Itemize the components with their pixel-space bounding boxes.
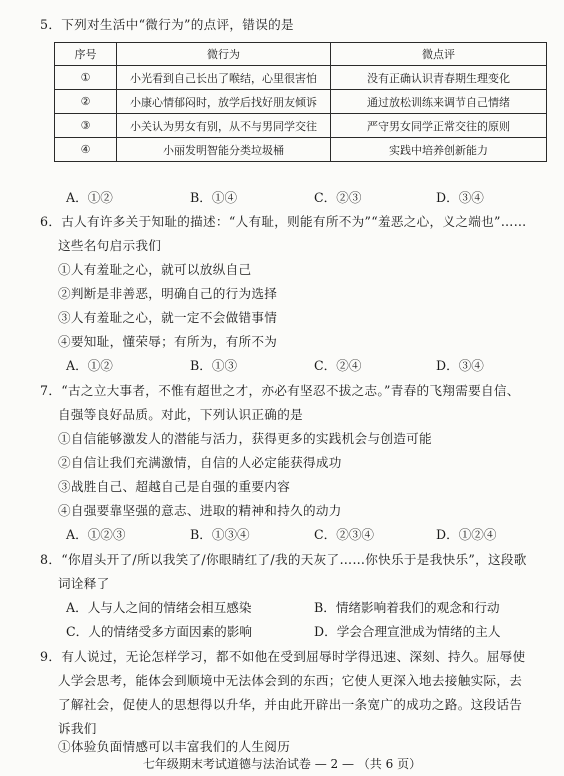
q6-stem-line: 这些名句启示我们 (58, 238, 162, 253)
q7-item: ①自信能够激发人的潜能与活力，获得更多的实践机会与创造可能 (58, 431, 432, 446)
q5-stem: 5．下列对生活中“微行为”的点评，错误的是 (40, 17, 294, 32)
q7-option-b: B．①③④ (190, 527, 250, 542)
q7-item: ④自强要靠坚强的意志、进取的精神和持久的动力 (58, 503, 342, 518)
q5-table (54, 42, 547, 162)
table-row (55, 114, 547, 138)
table-cell: 没有正确认识青春期生理变化 (331, 66, 547, 90)
q6-option-d: D．③④ (436, 358, 484, 373)
table-header-cell: 序号 (55, 43, 117, 66)
table-cell: 小丽发明智能分类垃圾桶 (117, 138, 331, 162)
q5-option-b: B．①④ (190, 190, 238, 205)
q7-option-d: D．①②④ (436, 527, 497, 542)
q6-option-a: A．①② (66, 358, 113, 373)
q5-option-c: C．②③ (314, 190, 362, 205)
q9-stem-line: 人学会思考，能体会到顺境中无法体会到的东西；它使人更深入地去接触实际，去 (58, 673, 523, 688)
q7-stem-line: 7．“古之立大事者，不惟有超世之才，亦必有坚忍不拔之志。”青春的飞翔需要自信、 (40, 383, 520, 398)
table-header-row (55, 43, 547, 66)
table-cell: 小康心情郁闷时，放学后找好朋友倾诉 (117, 90, 331, 114)
q9-stem-line: 9．有人说过，无论怎样学习，都不如他在受到屈辱时学得迅速、深刻、持久。屈辱使 (40, 649, 526, 664)
table-header-cell: 微行为 (117, 43, 331, 66)
table-cell: ② (55, 90, 117, 114)
q9-item: ①体验负面情感可以丰富我们的人生阅历 (58, 739, 291, 754)
q7-item: ③战胜自己、超越自己是自强的重要内容 (58, 479, 291, 494)
table-cell: ① (55, 66, 117, 90)
table-row (55, 90, 547, 114)
table-cell: 通过放松训练来调节自己情绪 (331, 90, 547, 114)
q6-item: ④要知耻，懂荣辱；有所为，有所不为 (58, 334, 278, 349)
table-row (55, 66, 547, 90)
table-cell: ③ (55, 114, 117, 138)
q7-stem-line: 自强等良好品质。对此，下列认识正确的是 (58, 407, 303, 422)
page-footer: 七年级期末考试道德与法治试卷 — 2 — （共 6 页） (142, 757, 422, 771)
table-header-cell: 微点评 (331, 43, 547, 66)
q7-option-c: C．②③④ (314, 527, 375, 542)
q5-option-a: A．①② (66, 190, 113, 205)
table-cell: 严守男女同学正常交往的原则 (331, 114, 547, 138)
q6-item: ②判断是非善恶，明确自己的行为选择 (58, 286, 278, 301)
q8-stem-line: 8．“你眉头开了/所以我笑了/你眼睛红了/我的天灰了……你快乐于是我快乐”，这段歌 (40, 552, 527, 567)
q8-option-b: B．情绪影响着我们的观念和行动 (314, 600, 500, 615)
table-cell: 小光看到自己长出了喉结，心里很害怕 (117, 66, 331, 90)
q8-option-d: D．学会合理宣泄成为情绪的主人 (314, 624, 501, 639)
q6-option-c: C．②④ (314, 358, 362, 373)
q8-stem-line: 词诠释了 (58, 576, 110, 591)
table-cell: ④ (55, 138, 117, 162)
q6-option-b: B．①③ (190, 358, 238, 373)
q6-item: ③人有羞耻之心，就一定不会做错事情 (58, 310, 278, 325)
table-row (55, 138, 547, 162)
table-cell: 小关认为男女有别，从不与男同学交往 (117, 114, 331, 138)
q8-option-a: A．人与人之间的情绪会相互感染 (66, 600, 252, 615)
q8-option-c: C．人的情绪受多方面因素的影响 (66, 624, 252, 639)
q9-stem-line: 了解社会，促使人的思想得以升华，并由此开辟出一条宽广的成功之路。这段话告 (58, 697, 523, 712)
q6-item: ①人有羞耻之心，就可以放纵自己 (58, 262, 252, 277)
q9-stem-line: 诉我们 (58, 721, 97, 736)
q7-option-a: A．①②③ (66, 527, 126, 542)
table-cell: 实践中培养创新能力 (331, 138, 547, 162)
q7-item: ②自信让我们充满激情，自信的人必定能获得成功 (58, 455, 342, 470)
q5-option-d: D．③④ (436, 190, 484, 205)
q6-stem-line: 6．古人有许多关于知耻的描述：“人有耻，则能有所不为”“羞恶之心，义之端也”…… (40, 214, 527, 229)
